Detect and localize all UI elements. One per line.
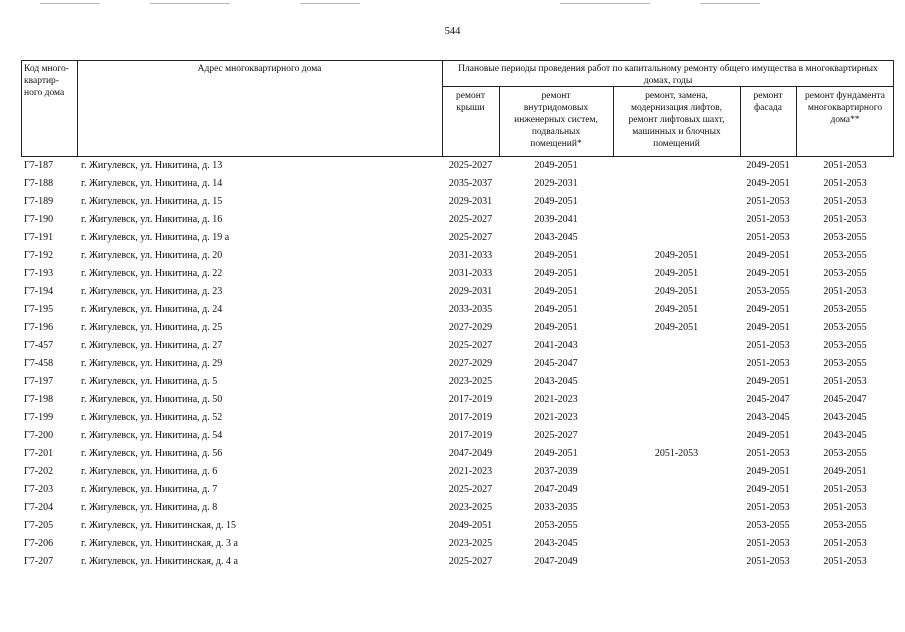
cell-address: г. Жигулевск, ул. Никитина, д. 8: [81, 502, 218, 513]
cell-roof: 2031-2033: [448, 250, 493, 261]
table-row: [21, 355, 894, 373]
cell-address: г. Жигулевск, ул. Никитина, д. 14: [81, 178, 223, 189]
cell-roof: 2017-2019: [448, 394, 493, 405]
cell-engineering: 2045-2047: [534, 358, 578, 369]
cell-foundation: 2051-2053: [823, 214, 867, 225]
cell-roof: 2025-2027: [448, 340, 493, 351]
scan-marks: [0, 2, 905, 6]
cell-address: г. Жигулевск, ул. Никитина, д. 25: [81, 322, 223, 333]
cell-foundation: 2053-2055: [823, 232, 867, 243]
cell-code: Г7-196: [24, 322, 54, 333]
header-periods: Плановые периоды проведения работ по капитальному ремонту общего имущества в многоквартирных домах, годы: [458, 64, 878, 86]
cell-foundation: 2045-2047: [823, 394, 867, 405]
table-row: [21, 445, 894, 463]
table-row: [21, 229, 894, 247]
cell-code: Г7-207: [24, 556, 54, 567]
cell-engineering: 2049-2051: [534, 250, 578, 261]
cell-roof: 2047-2049: [448, 448, 493, 459]
cell-roof: 2029-2031: [448, 196, 493, 207]
cell-facade: 2045-2047: [746, 394, 790, 405]
cell-foundation: 2051-2053: [823, 196, 867, 207]
cell-engineering: 2047-2049: [534, 556, 578, 567]
cell-lift: 2051-2053: [654, 448, 699, 459]
cell-foundation: 2053-2055: [823, 322, 867, 333]
table-row: [21, 175, 894, 193]
cell-engineering: 2039-2041: [534, 214, 578, 225]
cell-facade: 2049-2051: [746, 466, 790, 477]
table-body: [21, 157, 894, 571]
header-address: Адрес многоквартирного дома: [197, 64, 322, 74]
cell-code: Г7-200: [24, 430, 54, 441]
cell-roof: 2029-2031: [448, 286, 493, 297]
cell-code: Г7-206: [24, 538, 54, 549]
cell-address: г. Жигулевск, ул. Никитина, д. 15: [81, 196, 223, 207]
cell-code: Г7-197: [24, 376, 54, 387]
cell-facade: 2051-2053: [746, 538, 790, 549]
table-row: [21, 535, 894, 553]
cell-facade: 2051-2053: [746, 502, 790, 513]
cell-engineering: 2047-2049: [534, 484, 578, 495]
cell-roof: 2025-2027: [448, 214, 493, 225]
cell-facade: 2051-2053: [746, 358, 790, 369]
cell-address: г. Жигулевск, ул. Никитина, д. 7: [81, 484, 218, 495]
cell-address: г. Жигулевск, ул. Никитина, д. 54: [81, 430, 223, 441]
table-header: [21, 60, 894, 157]
cell-facade: 2051-2053: [746, 340, 790, 351]
header-roof: ремонт крыши: [456, 91, 485, 113]
cell-lift: 2049-2051: [654, 268, 699, 279]
cell-engineering: 2029-2031: [534, 178, 578, 189]
header-engineering: ремонт внутридомовых инженерных систем, подвальных помещений*: [514, 91, 598, 149]
cell-code: Г7-195: [24, 304, 54, 315]
cell-address: г. Жигулевск, ул. Никитинская, д. 15: [81, 520, 237, 531]
cell-foundation: 2051-2053: [823, 556, 867, 567]
cell-code: Г7-457: [24, 340, 54, 351]
cell-address: г. Жигулевск, ул. Никитина, д. 22: [81, 268, 223, 279]
cell-foundation: 2043-2045: [823, 412, 867, 423]
cell-engineering: 2043-2045: [534, 376, 578, 387]
cell-code: Г7-204: [24, 502, 54, 513]
cell-facade: 2049-2051: [746, 178, 790, 189]
cell-address: г. Жигулевск, ул. Никитина, д. 56: [81, 448, 223, 459]
cell-code: Г7-199: [24, 412, 54, 423]
cell-engineering: 2049-2051: [534, 304, 578, 315]
cell-roof: 2033-2035: [448, 304, 493, 315]
cell-foundation: 2053-2055: [823, 268, 867, 279]
cell-address: г. Жигулевск, ул. Никитина, д. 5: [81, 376, 218, 387]
cell-address: г. Жигулевск, ул. Никитина, д. 23: [81, 286, 223, 297]
cell-roof: 2035-2037: [448, 178, 493, 189]
table-row: [21, 283, 894, 301]
cell-engineering: 2041-2043: [534, 340, 578, 351]
table-row: [21, 301, 894, 319]
table-row: [21, 247, 894, 265]
table-row: [21, 427, 894, 445]
cell-code: Г7-205: [24, 520, 54, 531]
cell-foundation: 2051-2053: [823, 538, 867, 549]
cell-engineering: 2049-2051: [534, 286, 578, 297]
cell-foundation: 2053-2055: [823, 304, 867, 315]
cell-lift: 2049-2051: [654, 304, 699, 315]
table-row: [21, 373, 894, 391]
cell-foundation: 2051-2053: [823, 484, 867, 495]
table-row: [21, 517, 894, 535]
cell-facade: 2053-2055: [746, 286, 790, 297]
cell-code: Г7-191: [24, 232, 54, 243]
cell-address: г. Жигулевск, ул. Никитинская, д. 3 а: [81, 538, 238, 549]
table-row: [21, 409, 894, 427]
cell-facade: 2049-2051: [746, 430, 790, 441]
header-foundation: ремонт фундамента многоквартирного дома**: [805, 91, 885, 125]
cell-engineering: 2025-2027: [534, 430, 578, 441]
cell-lift: 2049-2051: [654, 322, 699, 333]
cell-foundation: 2049-2051: [823, 466, 867, 477]
cell-facade: 2051-2053: [746, 556, 790, 567]
cell-roof: 2023-2025: [448, 376, 493, 387]
cell-lift: 2049-2051: [654, 286, 699, 297]
cell-facade: 2051-2053: [746, 232, 790, 243]
cell-facade: 2049-2051: [746, 484, 790, 495]
cell-code: Г7-201: [24, 448, 54, 459]
cell-address: г. Жигулевск, ул. Никитина, д. 27: [81, 340, 223, 351]
cell-engineering: 2021-2023: [534, 394, 578, 405]
header-lift: ремонт, замена, модернизация лифтов, ремонт лифтовых шахт, машинных и блочных помещений: [628, 91, 725, 149]
cell-roof: 2027-2029: [448, 358, 493, 369]
table-row: [21, 337, 894, 355]
cell-code: Г7-202: [24, 466, 54, 477]
cell-foundation: 2051-2053: [823, 502, 867, 513]
cell-address: г. Жигулевск, ул. Никитина, д. 29: [81, 358, 223, 369]
cell-address: г. Жигулевск, ул. Никитина, д. 6: [81, 466, 218, 477]
cell-foundation: 2051-2053: [823, 160, 867, 171]
cell-foundation: 2051-2053: [823, 286, 867, 297]
table-row: [21, 463, 894, 481]
cell-roof: 2025-2027: [448, 160, 493, 171]
cell-facade: 2049-2051: [746, 376, 790, 387]
cell-roof: 2017-2019: [448, 412, 493, 423]
cell-foundation: 2053-2055: [823, 358, 867, 369]
table-row: [21, 481, 894, 499]
cell-facade: 2049-2051: [746, 322, 790, 333]
cell-foundation: 2053-2055: [823, 250, 867, 261]
cell-facade: 2049-2051: [746, 250, 790, 261]
cell-address: г. Жигулевск, ул. Никитина, д. 19 а: [81, 232, 230, 243]
cell-engineering: 2021-2023: [534, 412, 578, 423]
cell-engineering: 2043-2045: [534, 538, 578, 549]
cell-facade: 2049-2051: [746, 268, 790, 279]
cell-code: Г7-187: [24, 160, 54, 171]
cell-facade: 2053-2055: [746, 520, 790, 531]
header-facade: ремонт фасада: [753, 91, 783, 113]
cell-code: Г7-190: [24, 214, 54, 225]
cell-address: г. Жигулевск, ул. Никитина, д. 20: [81, 250, 223, 261]
cell-facade: 2051-2053: [746, 448, 790, 459]
cell-address: г. Жигулевск, ул. Никитина, д. 52: [81, 412, 223, 423]
cell-roof: 2021-2023: [448, 466, 493, 477]
cell-engineering: 2043-2045: [534, 232, 578, 243]
cell-roof: 2017-2019: [448, 430, 493, 441]
cell-facade: 2051-2053: [746, 214, 790, 225]
cell-code: Г7-192: [24, 250, 54, 261]
table-row: [21, 499, 894, 517]
cell-roof: 2025-2027: [448, 232, 493, 243]
cell-engineering: 2049-2051: [534, 160, 578, 171]
cell-facade: 2049-2051: [746, 160, 790, 171]
cell-facade: 2043-2045: [746, 412, 790, 423]
cell-foundation: 2053-2055: [823, 448, 867, 459]
table-row: [21, 157, 894, 175]
cell-code: Г7-193: [24, 268, 54, 279]
cell-foundation: 2051-2053: [823, 376, 867, 387]
cell-roof: 2023-2025: [448, 538, 493, 549]
table-row: [21, 211, 894, 229]
cell-roof: 2023-2025: [448, 502, 493, 513]
cell-engineering: 2033-2035: [534, 502, 578, 513]
cell-lift: 2049-2051: [654, 250, 699, 261]
cell-roof: 2049-2051: [448, 520, 493, 531]
cell-roof: 2025-2027: [448, 484, 493, 495]
cell-engineering: 2049-2051: [534, 448, 578, 459]
cell-code: Г7-203: [24, 484, 54, 495]
cell-address: г. Жигулевск, ул. Никитина, д. 50: [81, 394, 223, 405]
cell-code: Г7-188: [24, 178, 54, 189]
cell-address: г. Жигулевск, ул. Никитина, д. 16: [81, 214, 223, 225]
cell-code: Г7-458: [24, 358, 54, 369]
table-row: [21, 553, 894, 571]
page-number: 544: [444, 26, 461, 37]
cell-roof: 2025-2027: [448, 556, 493, 567]
cell-code: Г7-194: [24, 286, 54, 297]
cell-roof: 2031-2033: [448, 268, 493, 279]
cell-engineering: 2049-2051: [534, 268, 578, 279]
cell-foundation: 2053-2055: [823, 520, 867, 531]
cell-foundation: 2051-2053: [823, 178, 867, 189]
cell-address: г. Жигулевск, ул. Никитина, д. 13: [81, 160, 223, 171]
cell-code: Г7-198: [24, 394, 54, 405]
table-row: [21, 193, 894, 211]
cell-code: Г7-189: [24, 196, 54, 207]
cell-engineering: 2053-2055: [534, 520, 578, 531]
header-code: Код много-квартир-ного дома: [24, 64, 69, 98]
cell-facade: 2051-2053: [746, 196, 790, 207]
cell-address: г. Жигулевск, ул. Никитинская, д. 4 а: [81, 556, 238, 567]
table-row: [21, 391, 894, 409]
cell-foundation: 2043-2045: [823, 430, 867, 441]
cell-address: г. Жигулевск, ул. Никитина, д. 24: [81, 304, 223, 315]
cell-engineering: 2049-2051: [534, 196, 578, 207]
table-row: [21, 319, 894, 337]
cell-engineering: 2037-2039: [534, 466, 578, 477]
cell-roof: 2027-2029: [448, 322, 493, 333]
cell-foundation: 2053-2055: [823, 340, 867, 351]
table-row: [21, 265, 894, 283]
cell-engineering: 2049-2051: [534, 322, 578, 333]
cell-facade: 2049-2051: [746, 304, 790, 315]
